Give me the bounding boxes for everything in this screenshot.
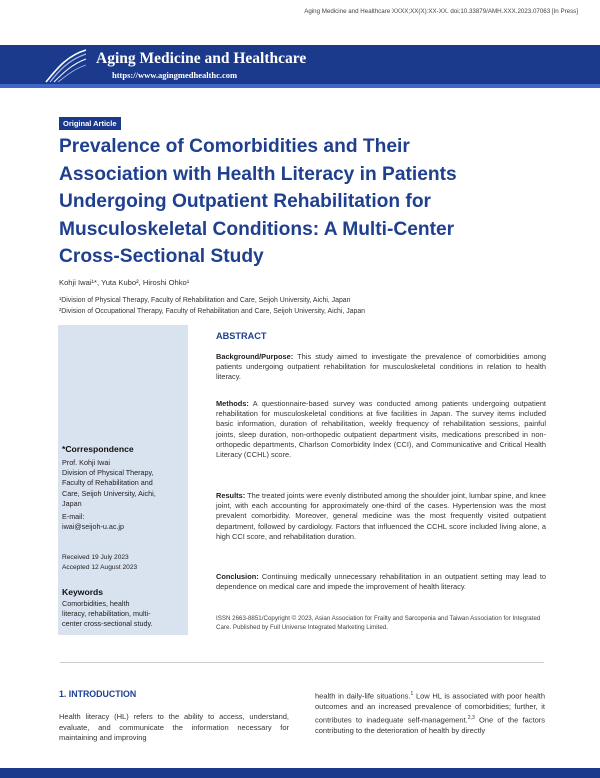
keywords-line: center cross-sectional study. xyxy=(62,619,153,629)
title-line: Prevalence of Comorbidities and Their xyxy=(59,136,410,157)
article-type-badge: Original Article xyxy=(59,117,121,130)
abstract-results xyxy=(216,491,546,542)
banner-stripe xyxy=(0,84,600,88)
conclusion-text: Continuing medically unnecessary rehabilitation in an outpatient setting may lead to dependence on medical care and impede the improvement of health literacy. xyxy=(216,572,546,592)
footer-bar xyxy=(0,768,600,778)
correspondence-line: Division of Physical Therapy, xyxy=(62,468,154,478)
journal-logo-icon xyxy=(44,48,88,84)
title-line: Musculoskeletal Conditions: A Multi-Center xyxy=(59,218,455,240)
author-list: Kohji Iwai¹*, Yuta Kubo², Hiroshi Ohko¹ xyxy=(59,278,190,287)
dates xyxy=(62,553,137,573)
citation-line: Aging Medicine and Healthcare XXXX;XX(X):XX-XX. doi:10.33879/AMH.XXX.2023.07063 [In Press] xyxy=(304,8,578,15)
correspondence-heading: *Correspondence xyxy=(62,444,134,454)
affiliation-1: ¹Division of Physical Therapy, Faculty of Rehabilitation and Care, Seijoh University, Aichi, Japan xyxy=(59,297,351,304)
title-line: Undergoing Outpatient Rehabilitation for xyxy=(59,191,432,212)
received-date: Received 19 July 2023 xyxy=(62,554,129,561)
abstract-methods xyxy=(216,399,546,460)
email-label: E-mail: xyxy=(62,512,85,522)
conclusion-label: Conclusion: xyxy=(216,572,259,581)
title-line: Cross-Sectional Study xyxy=(59,246,264,267)
journal-name: Aging Medicine and Healthcare xyxy=(96,50,307,67)
abstract-heading: ABSTRACT xyxy=(216,331,267,341)
background-label: Background/Purpose: xyxy=(216,352,294,361)
abstract-background xyxy=(216,352,546,383)
issn-copyright: ISSN 2663-8851/Copyright © 2023, Asian Association for Frailty and Sarcopenia and Taiwan Association for Integrated Care. Published by Full Universe Integrated Marketing Limited. xyxy=(216,615,541,631)
methods-text: A questionnaire-based survey was conducted among patients undergoing outpatient rehabilitation for musculoskeletal conditions at five facilities in Japan. The survey items included basic information, duration of rehabilitation, weekly frequency of rehabilitation sessions, painful joints, sleep duration, non-orthopedic outpatient department visits, medications prescribed in non-orthopedic departments, Charlson Comorbidity Index (CCI), and Communicative and Critical Health Literacy (CCHL) score. xyxy=(216,399,546,460)
abstract-conclusion xyxy=(216,572,546,592)
correspondence-line: Faculty of Rehabilitation and xyxy=(62,478,153,488)
accepted-date: Accepted 12 August 2023 xyxy=(62,564,138,571)
results-text: The treated joints were evenly distributed among the shoulder joint, lumbar spine, and knee joint, with each accounting for approximately one-third of the cases. Hypertension was the most prevalent comorbidity. Moreover, general medicine was the most frequently visited outpatient department, followed by cardiology. Factors that influenced the CCHL score included living alone, a high CCI score, and rehabilitation duration. xyxy=(216,491,546,541)
intro-column-1: Health literacy (HL) refers to the ability to access, understand, evaluate, and communicate the information necessary for maintaining and improving xyxy=(59,712,289,743)
correspondence-line: Care, Seijoh University, Aichi, xyxy=(62,488,156,498)
article-title xyxy=(59,133,559,271)
intro-text-c: One of the factors contributing to the deterioration of health by directly xyxy=(315,715,546,735)
keywords-line: literacy, rehabilitation, multi- xyxy=(62,609,151,619)
journal-url[interactable]: https://www.agingmedhealthc.com xyxy=(112,70,238,80)
section-divider xyxy=(60,662,544,663)
intro-heading: 1. INTRODUCTION xyxy=(59,689,137,699)
title-line: Association with Health Literacy in Patients xyxy=(59,163,457,185)
keywords-list xyxy=(62,599,153,630)
citation-ref-2[interactable]: 2,3 xyxy=(467,714,475,721)
affiliation-2: ²Division of Occupational Therapy, Faculty of Rehabilitation and Care, Seijoh University, Aichi, Japan xyxy=(59,308,366,315)
correspondence-line: Prof. Kohji Iwai xyxy=(62,458,110,467)
keywords-line: Comorbidities, health xyxy=(62,599,130,608)
intro-column-2 xyxy=(315,689,545,736)
email-link[interactable]: iwai@seijoh-u.ac.jp xyxy=(62,522,125,532)
intro-text-a: health in daily-life situations. xyxy=(315,691,411,701)
citation-ref-1[interactable]: 1 xyxy=(410,691,414,697)
methods-label: Methods: xyxy=(216,399,249,408)
results-label: Results: xyxy=(216,491,246,500)
keywords-heading: Keywords xyxy=(62,587,104,597)
correspondence-details xyxy=(62,458,156,532)
correspondence-line: Japan xyxy=(62,498,82,508)
background-text: This study aimed to investigate the prevalence of comorbidities among patients undergoing outpatient rehabilitation for musculoskeletal conditions in relation to health literacy. xyxy=(216,352,547,382)
intro-text-b: Low HL is associated with poor health outcomes and an increased prevalence of comorbidities; further, it contributes to inadequate self-management. xyxy=(315,691,545,725)
